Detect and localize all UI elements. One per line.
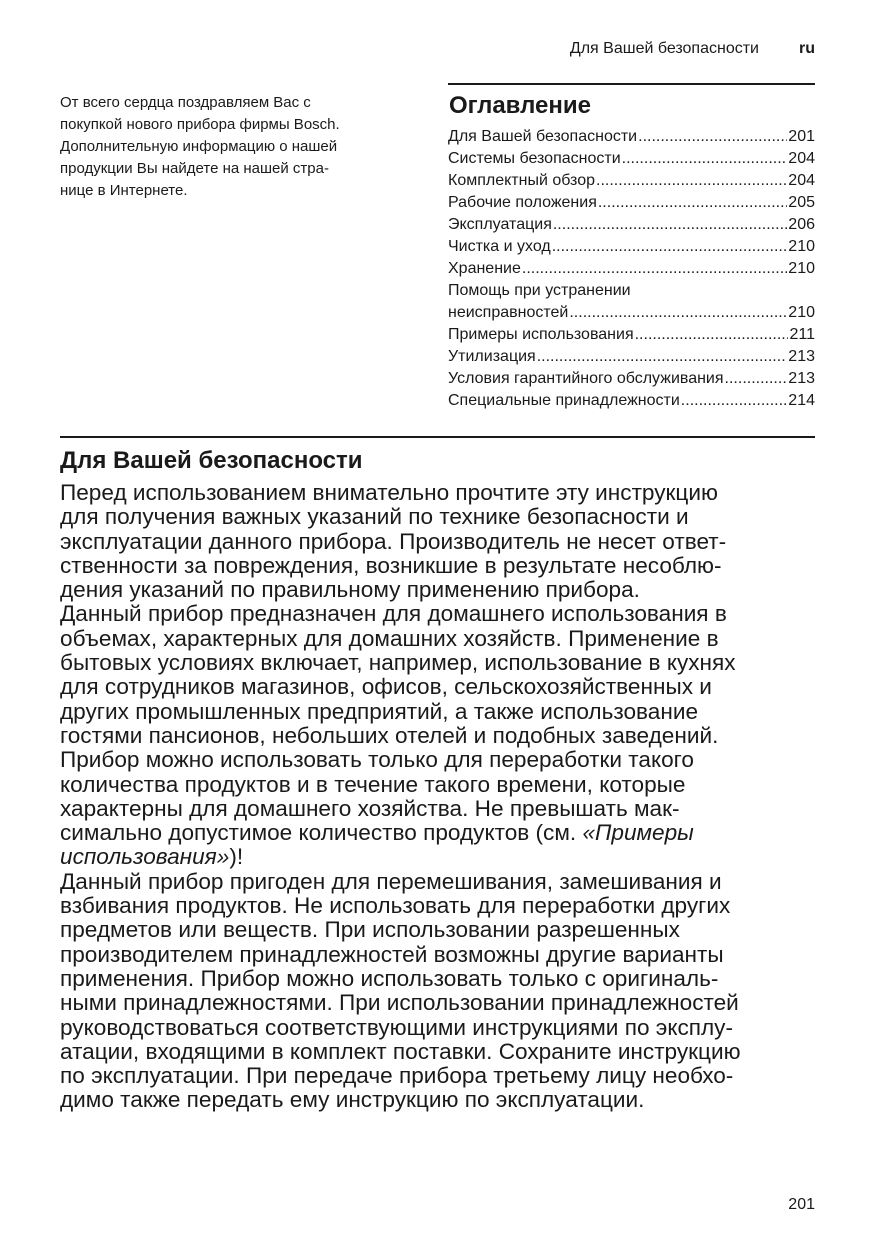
toc-entry[interactable] (448, 126, 815, 148)
toc-entry-label: Эксплуатация (448, 216, 552, 233)
body-line: Прибор можно использовать только для переработки такого (60, 747, 694, 773)
body-line-text: )! (229, 844, 244, 870)
toc-entry-label: Чистка и уход (448, 238, 551, 255)
toc-entry-page: 213 (788, 348, 815, 365)
body-line: гостями пансионов, небольших отелей и подобных заведений. (60, 722, 719, 748)
toc-leader-dots (552, 236, 788, 258)
toc-entry[interactable] (448, 302, 815, 324)
toc-title: Оглавление (449, 92, 591, 119)
body-line (60, 821, 815, 845)
body-line: производителем принадлежностей возможны другие варианты (60, 941, 724, 967)
toc-entry-page: 204 (788, 172, 815, 189)
toc-entry[interactable] (448, 390, 815, 412)
toc-list (448, 126, 815, 412)
section-heading: Для Вашей безопасности (60, 447, 363, 474)
cross-reference-link[interactable]: использования» (60, 844, 230, 870)
toc-entry[interactable] (448, 258, 815, 280)
body-line: эксплуатации данного прибора. Производитель не несет ответ- (60, 528, 727, 554)
toc-entry-page: 204 (788, 150, 815, 167)
intro-line: нице в Интернете. (60, 182, 188, 199)
header-language-code: ru (799, 40, 815, 57)
toc-leader-dots (725, 368, 788, 390)
body-line: ными принадлежностями. При использовании принадлежностей (60, 990, 739, 1016)
body-line: применения. Прибор можно использовать только с оригиналь- (60, 965, 719, 991)
body-line: дения указаний по правильному применению прибора. (60, 577, 640, 603)
body-line-text: симально допустимое количество продуктов (см. (60, 820, 583, 846)
body-line: объемах, характерных для домашних хозяйств. Применение в (60, 625, 719, 651)
toc-leader-dots (596, 170, 787, 192)
body-line: Данный прибор предназначен для домашнего использования в (60, 601, 727, 627)
toc-leader-dots (598, 192, 787, 214)
intro-line: Дополнительную информацию о нашей (60, 138, 338, 155)
toc-entry-page: 205 (788, 194, 815, 211)
toc-leader-dots (681, 390, 788, 412)
toc-leader-dots (638, 126, 787, 148)
body-line: по эксплуатации. При передаче прибора третьему лицу необхо- (60, 1063, 734, 1089)
intro-line: продукции Вы найдете на нашей стра- (60, 160, 329, 177)
toc-leader-dots (635, 324, 789, 346)
body-line: других промышленных предприятий, а также использование (60, 698, 699, 724)
toc-leader-dots (537, 346, 788, 368)
intro-line: покупкой нового прибора фирмы Bosch. (60, 116, 340, 133)
safety-section (60, 436, 815, 1113)
toc-entry-label: Условия гарантийного обслуживания (448, 370, 724, 387)
body-line: количества продуктов и в течение такого времени, которые (60, 771, 686, 797)
body-line (60, 845, 815, 869)
toc-entry-page: 214 (788, 392, 815, 409)
intro-paragraph (60, 92, 410, 202)
body-line: ственности за повреждения, возникшие в результате несоблю- (60, 552, 722, 578)
cross-reference-link[interactable]: «Примеры (582, 820, 694, 846)
body-line: для сотрудников магазинов, офисов, сельскохозяйственных и (60, 674, 712, 700)
toc-entry-label: Рабочие положения (448, 194, 597, 211)
body-line: для получения важных указаний по технике безопасности и (60, 504, 689, 530)
body-line: бытовых условиях включает, например, использование в кухнях (60, 650, 736, 676)
body-line: Перед использованием внимательно прочтите эту инструкцию (60, 480, 718, 505)
body-line: атации, входящими в комплект поставки. Сохраните инструкцию (60, 1038, 741, 1064)
body-line: руководствоваться соответствующими инструкциями по эксплу- (60, 1014, 733, 1040)
toc-leader-dots (622, 148, 788, 170)
toc-entry-page: 201 (788, 128, 815, 145)
toc-entry-label: Для Вашей безопасности (448, 128, 638, 145)
header-section-title: Для Вашей безопасности (569, 40, 759, 57)
running-header (570, 40, 815, 58)
toc-entry-label: Помощь при устранении (448, 282, 631, 299)
toc-entry[interactable] (448, 324, 815, 346)
toc-entry[interactable] (448, 170, 815, 192)
toc-leader-dots (569, 302, 787, 324)
toc-entry-label: Хранение (448, 260, 521, 277)
table-of-contents (448, 83, 815, 412)
section-divider (60, 436, 815, 438)
toc-entry-label: Утилизация (448, 348, 536, 365)
toc-entry-page: 210 (788, 260, 815, 277)
toc-entry[interactable] (448, 236, 815, 258)
toc-entry-label: Примеры использования (448, 326, 634, 343)
toc-divider (448, 83, 815, 85)
toc-entry-label: Специальные принадлежности (448, 392, 680, 409)
toc-entry-page: 206 (788, 216, 815, 233)
body-line: взбивания продуктов. Не использовать для переработки других (60, 893, 731, 919)
toc-entry-page: 210 (788, 238, 815, 255)
toc-leader-dots (553, 214, 787, 236)
toc-entry[interactable] (448, 148, 815, 170)
toc-entry[interactable] (448, 192, 815, 214)
toc-entry-label: неисправностей (448, 304, 569, 321)
section-body (60, 481, 815, 1113)
toc-entry[interactable] (448, 346, 815, 368)
body-line: Данный прибор пригоден для перемешивания, замешивания и (60, 868, 722, 894)
intro-line: От всего сердца поздравляем Вас с (60, 94, 311, 111)
toc-leader-dots (522, 258, 787, 280)
toc-entry[interactable] (448, 368, 815, 390)
toc-entry-continued[interactable] (448, 280, 815, 302)
toc-entry-label: Системы безопасности (448, 150, 621, 167)
toc-entry-label: Комплектный обзор (448, 172, 596, 189)
page-number: 201 (788, 1196, 815, 1213)
toc-entry[interactable] (448, 214, 815, 236)
body-line: димо также передать ему инструкцию по эксплуатации. (60, 1087, 645, 1113)
body-line: предметов или веществ. При использовании разрешенных (60, 917, 680, 943)
toc-entry-page: 213 (788, 370, 815, 387)
toc-entry-page: 211 (789, 326, 815, 343)
body-line: характерны для домашнего хозяйства. Не превышать мак- (60, 795, 680, 821)
toc-entry-page: 210 (788, 304, 815, 321)
